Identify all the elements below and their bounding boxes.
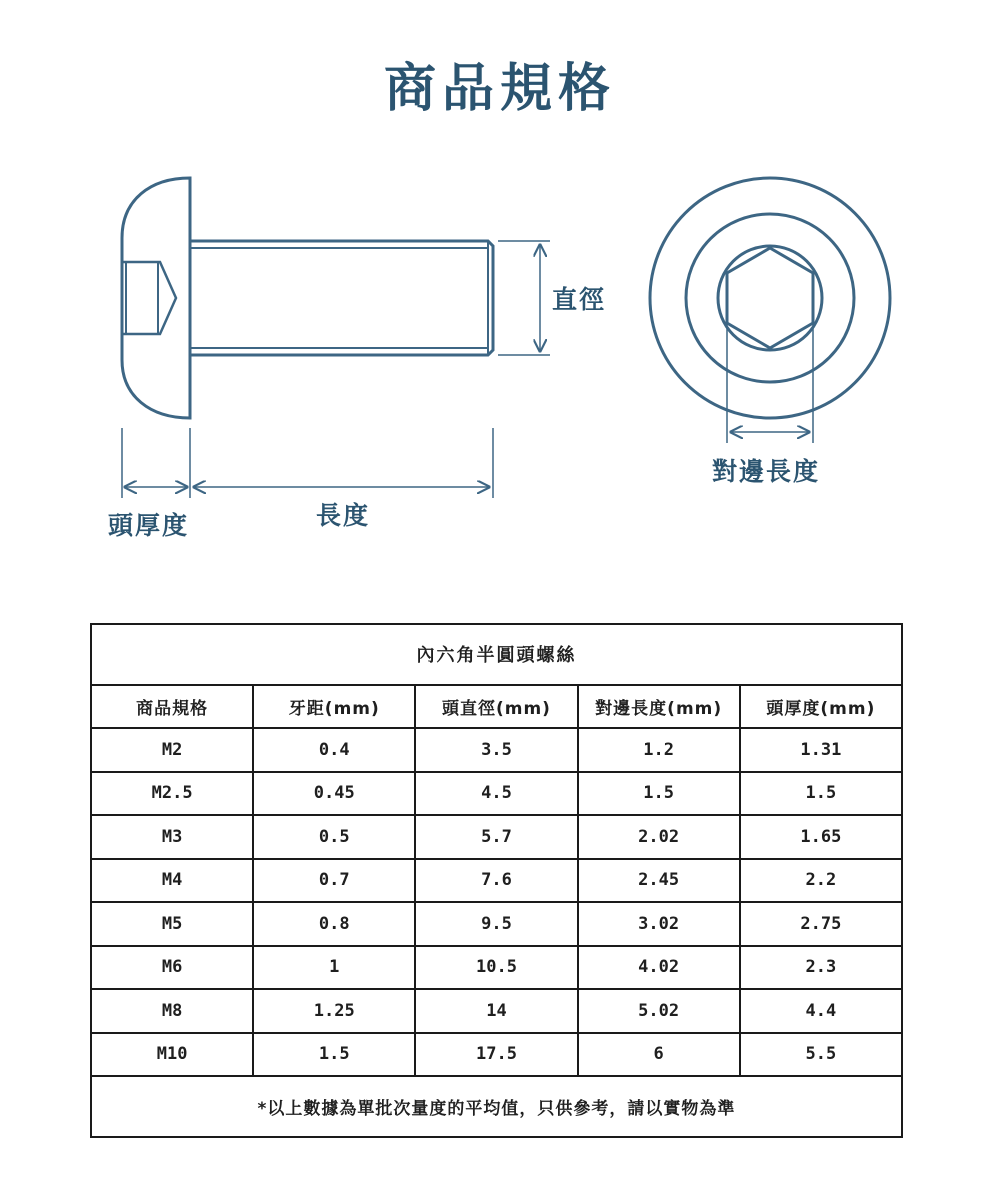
cell-spec: M6 [91, 946, 253, 990]
table-note-row [91, 1076, 902, 1137]
top-view [650, 178, 890, 418]
hex-socket [727, 248, 813, 348]
cell-across-flats: 1.2 [578, 728, 740, 772]
table-row [91, 859, 902, 903]
cell-head-diameter: 3.5 [415, 728, 577, 772]
header-across-flats: 對邊長度(mm) [578, 685, 740, 729]
cell-head-thickness: 1.5 [740, 772, 902, 816]
table-row [91, 1033, 902, 1077]
cell-head-thickness: 1.65 [740, 815, 902, 859]
cell-across-flats: 3.02 [578, 902, 740, 946]
cell-pitch: 0.4 [253, 728, 415, 772]
head-thickness-label: 頭厚度 [108, 511, 190, 540]
cell-head-diameter: 9.5 [415, 902, 577, 946]
cell-across-flats: 5.02 [578, 989, 740, 1033]
table-row [91, 728, 902, 772]
dimension-lines [122, 241, 550, 498]
side-view [122, 178, 493, 418]
cell-pitch: 1.25 [253, 989, 415, 1033]
cell-spec: M3 [91, 815, 253, 859]
cell-spec: M2.5 [91, 772, 253, 816]
length-label: 長度 [316, 501, 371, 530]
cell-head-thickness: 5.5 [740, 1033, 902, 1077]
table-row [91, 946, 902, 990]
cell-pitch: 0.45 [253, 772, 415, 816]
cell-head-diameter: 17.5 [415, 1033, 577, 1077]
cell-pitch: 0.7 [253, 859, 415, 903]
cell-spec: M4 [91, 859, 253, 903]
cell-across-flats: 1.5 [578, 772, 740, 816]
table-row [91, 772, 902, 816]
table-header-row [91, 685, 902, 729]
cell-pitch: 0.5 [253, 815, 415, 859]
cell-head-thickness: 1.31 [740, 728, 902, 772]
table-row [91, 815, 902, 859]
across-flats-label: 對邊長度 [712, 457, 821, 486]
diameter-label: 直徑 [552, 285, 607, 314]
cell-across-flats: 6 [578, 1033, 740, 1077]
table-row [91, 989, 902, 1033]
header-pitch: 牙距(mm) [253, 685, 415, 729]
screw-head [122, 178, 190, 418]
spec-table [90, 623, 903, 1138]
cell-head-diameter: 5.7 [415, 815, 577, 859]
cell-head-thickness: 4.4 [740, 989, 902, 1033]
cell-pitch: 1.5 [253, 1033, 415, 1077]
cell-spec: M10 [91, 1033, 253, 1077]
cell-head-diameter: 7.6 [415, 859, 577, 903]
cell-head-thickness: 2.2 [740, 859, 902, 903]
cell-spec: M8 [91, 989, 253, 1033]
cell-spec: M2 [91, 728, 253, 772]
screw-shank [190, 241, 493, 355]
cell-across-flats: 2.45 [578, 859, 740, 903]
header-head-diameter: 頭直徑(mm) [415, 685, 577, 729]
table-caption-row [91, 624, 902, 685]
cell-across-flats: 4.02 [578, 946, 740, 990]
cell-pitch: 1 [253, 946, 415, 990]
inner-circle [686, 214, 854, 382]
cell-across-flats: 2.02 [578, 815, 740, 859]
table-caption: 內六角半圓頭螺絲 [91, 624, 902, 685]
cell-spec: M5 [91, 902, 253, 946]
screw-diagram [0, 0, 1000, 560]
page-title: 商品規格 [383, 59, 616, 119]
header-head-thickness: 頭厚度(mm) [740, 685, 902, 729]
cell-head-diameter: 4.5 [415, 772, 577, 816]
cell-head-diameter: 14 [415, 989, 577, 1033]
table-row [91, 902, 902, 946]
cell-head-thickness: 2.3 [740, 946, 902, 990]
socket-circle [718, 246, 822, 350]
cell-head-diameter: 10.5 [415, 946, 577, 990]
header-spec: 商品規格 [91, 685, 253, 729]
table-note: *以上數據為單批次量度的平均值，只供參考，請以實物為準 [91, 1076, 902, 1137]
hex-socket-profile [122, 262, 176, 334]
cell-pitch: 0.8 [253, 902, 415, 946]
cell-head-thickness: 2.75 [740, 902, 902, 946]
